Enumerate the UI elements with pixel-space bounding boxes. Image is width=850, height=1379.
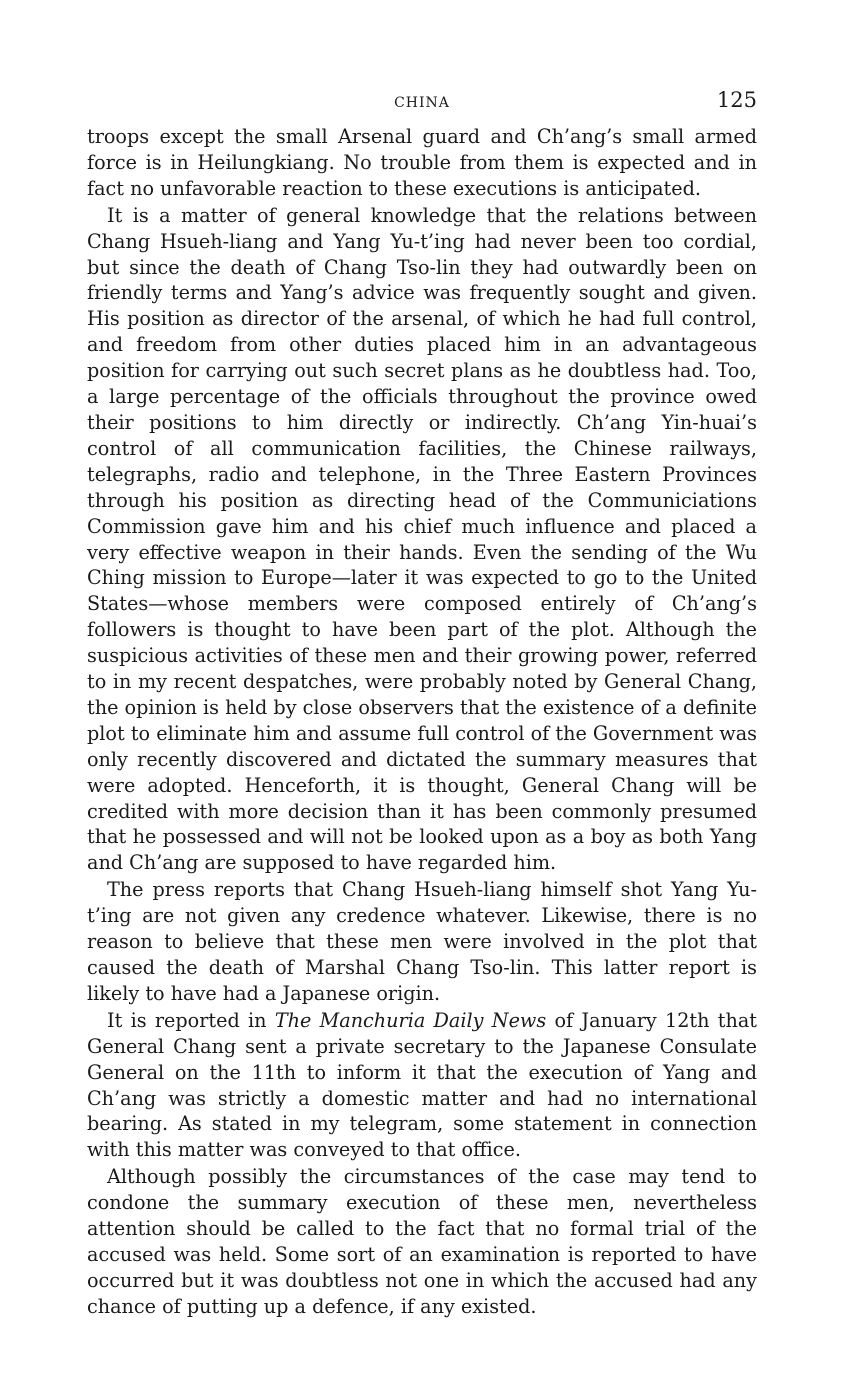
paragraph-continued: troops except the small Arsenal guard and Ch’ang’s small armed force is in Heilungkiang. No trouble from them is expected and in fact no unfavorable reaction to these executions is anticipated. — [87, 125, 757, 200]
running-title: CHINA — [394, 95, 450, 111]
paragraph: Although possibly the circumstances of the case may tend to condone the summary execution of these men, nevertheless attention should be called to the fact that no formal trial of the accused was held. Some sort of an examination is reported to have occurred but it was doubtless not one in which the accused had any chance of putting up a defence, if any existed. — [87, 1165, 757, 1318]
newspaper-title: The Manchuria Daily News — [274, 1008, 547, 1032]
page-number: 125 — [716, 88, 757, 112]
document-page — [87, 88, 757, 1320]
paragraph: The press reports that Chang Hsueh-liang himself shot Yang Yu-t’ing are not given any credence whatever. Likewise, there is no reason to believe that these men were involved in the plot that caused the death of Marshal Chang Tso-lin. This latter report is likely to have had a Japanese origin. — [87, 878, 757, 1005]
paragraph-text: It is reported in — [107, 1008, 275, 1032]
running-head — [87, 88, 757, 118]
paragraph-text: of January 12th that General Chang sent a private secretary to the Japanese Consulate General on the 11th to inform it that the execution of Yang and Ch’ang was strictly a domestic matter and had no international bearing. As stated in my telegram, some statement in connection with this matter was conveyed to that office. — [87, 1008, 758, 1162]
paragraph-with-citation — [87, 1008, 757, 1163]
paragraph: It is a matter of general knowledge that the relations between Chang Hsueh-liang and Yang Yu-t’ing had never been too cordial, but since the death of Chang Tso-lin they had outwardly been on friendly terms and Yang’s advice was frequently sought and given. His position as director of the arsenal, of which he had full control, and freedom from other duties placed him in an advantageous position for carrying out such secret plans as he doubtless had. Too, a large percentage of the officials throughout the province owed their positions to him directly or indirectly. Ch’ang Yin-huai’s control of all communication facilities, the Chinese railways, telegraphs, radio and telephone, in the Three Eastern Provinces through his position as directing head of the Communiciations Commission gave him and his chief much influence and placed a very effective weapon in their hands. Even the sending of the Wu Ching mission to Europe—later it was expected to go to the United States—whose members were composed entirely of Ch’ang’s followers is thought to have been part of the plot. Although the suspicious activities of these men and their growing power, referred to in my recent despatches, were probably noted by General Chang, the opinion is held by close observers that the existence of a definite plot to eliminate him and assume full control of the Government was only recently discovered and dictated the summary measures that were adopted. Henceforth, it is thought, General Chang will be credited with more decision than it has been commonly presumed that he possessed and will not be looked upon as a boy as both Yang and Ch’ang are supposed to have regarded him. — [87, 203, 757, 875]
body-text — [87, 124, 757, 1320]
